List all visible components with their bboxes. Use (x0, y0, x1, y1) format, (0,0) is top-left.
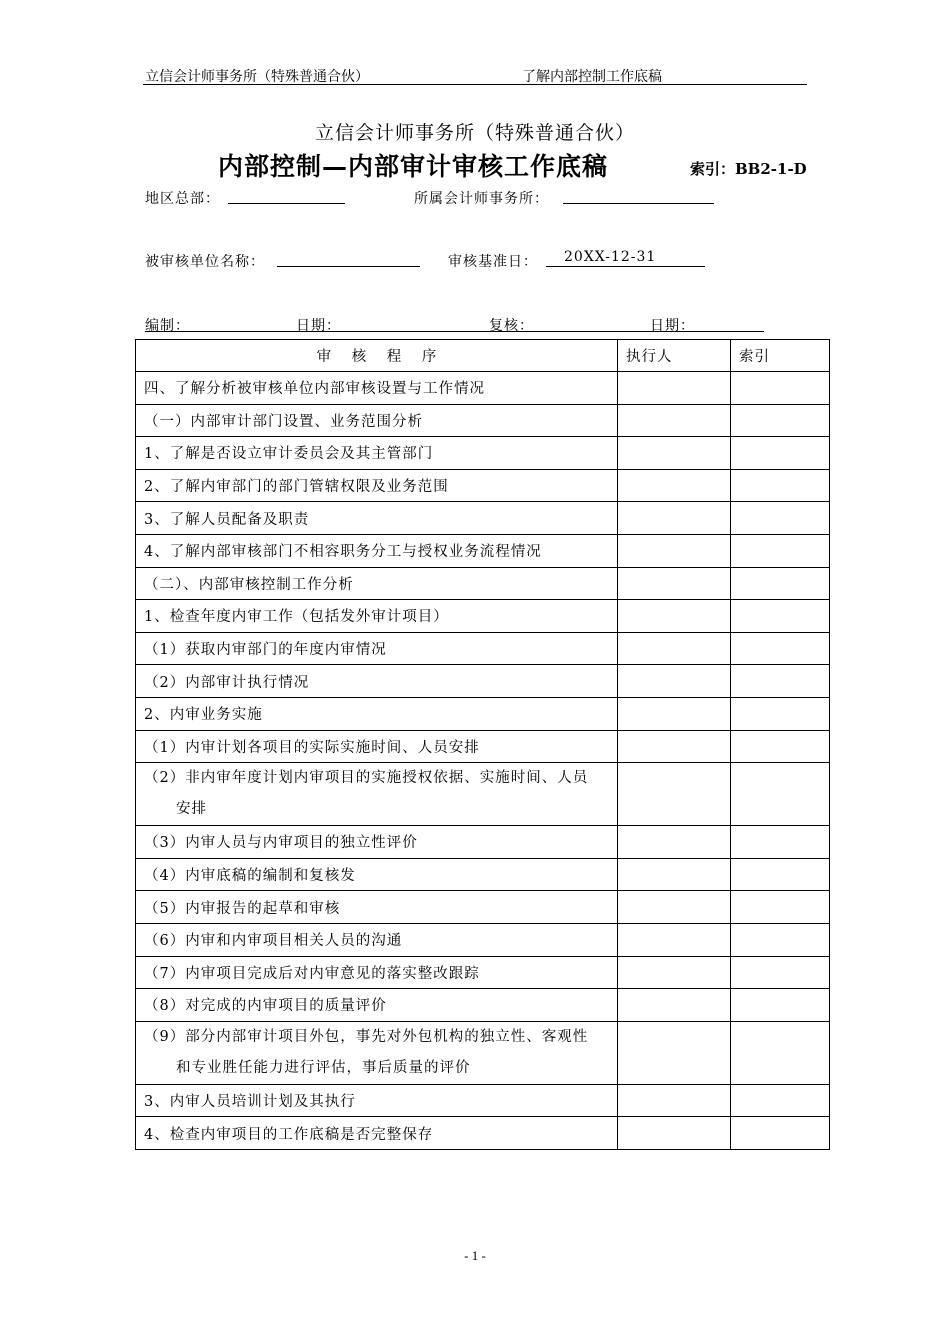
procedure-text: （9）部分内部审计项目外包，事先对外包机构的独立性、客观性 (144, 1028, 589, 1045)
col-header-executor: 执行人 (618, 340, 731, 372)
procedure-cell: 1、了解是否设立审计委员会及其主管部门 (136, 437, 618, 470)
index-cell[interactable] (731, 956, 830, 989)
table-row (136, 534, 830, 567)
index-cell[interactable] (731, 1084, 830, 1117)
affiliate-field[interactable] (563, 186, 714, 204)
affiliate-label: 所属会计师事务所： (414, 191, 549, 207)
auditee-field[interactable] (277, 249, 420, 267)
running-header-right: 了解内部控制工作底稿 (522, 69, 662, 85)
procedure-cell (136, 1021, 618, 1084)
executor-cell[interactable] (618, 1084, 731, 1117)
table-row (136, 1021, 830, 1084)
executor-cell[interactable] (618, 826, 731, 859)
table-row (136, 600, 830, 633)
base-date-field[interactable]: 20XX-12-31 (546, 249, 705, 267)
procedure-cell: 4、了解内部审核部门不相容职务分工与授权业务流程情况 (136, 534, 618, 567)
executor-cell[interactable] (618, 665, 731, 698)
index-cell[interactable] (731, 469, 830, 502)
firm-name: 立信会计师事务所（特殊普通合伙） (314, 122, 635, 144)
table-row (136, 1117, 830, 1150)
table-row (136, 1084, 830, 1117)
procedure-cell: （8）对完成的内审项目的质量评价 (136, 989, 618, 1022)
executor-cell[interactable] (618, 502, 731, 535)
auditee-label: 被审核单位名称： (145, 254, 265, 270)
table-row (136, 891, 830, 924)
executor-cell[interactable] (618, 567, 731, 600)
index-cell[interactable] (731, 600, 830, 633)
index-cell[interactable] (731, 404, 830, 437)
procedure-cell: （1）获取内审部门的年度内审情况 (136, 632, 618, 665)
procedure-cell: （4）内审底稿的编制和复核发 (136, 858, 618, 891)
procedure-cell: （一）内部审计部门设置、业务范围分析 (136, 404, 618, 437)
index-cell[interactable] (731, 632, 830, 665)
index-cell[interactable] (731, 858, 830, 891)
index-cell[interactable] (731, 1021, 830, 1084)
executor-cell[interactable] (618, 956, 731, 989)
table-row (136, 730, 830, 763)
executor-cell[interactable] (618, 923, 731, 956)
procedure-cell: 2、内审业务实施 (136, 697, 618, 730)
table-row (136, 923, 830, 956)
executor-cell[interactable] (618, 534, 731, 567)
executor-cell[interactable] (618, 1117, 731, 1150)
col-header-procedure: 审 核 程 序 (136, 340, 618, 372)
header-rule (143, 84, 807, 85)
executor-cell[interactable] (618, 404, 731, 437)
executor-cell[interactable] (618, 372, 731, 405)
executor-cell[interactable] (618, 763, 731, 826)
procedure-cell: （二）、内部审核控制工作分析 (136, 567, 618, 600)
date1-label: 日期： (296, 318, 341, 334)
table-row (136, 763, 830, 826)
index-cell[interactable] (731, 763, 830, 826)
table-row (136, 567, 830, 600)
col-header-index: 索引 (731, 340, 830, 372)
executor-cell[interactable] (618, 1021, 731, 1084)
page-number: - 1 - (464, 1248, 486, 1263)
procedure-cell: （1）内审计划各项目的实际实施时间、人员安排 (136, 730, 618, 763)
table-row (136, 404, 830, 437)
document-title: 内部控制—内部审计审核工作底稿 (218, 152, 609, 181)
table-header-row (136, 340, 830, 372)
table-row (136, 858, 830, 891)
procedure-cell: 1、检查年度内审工作（包括发外审计项目） (136, 600, 618, 633)
table-row (136, 469, 830, 502)
index-cell[interactable] (731, 502, 830, 535)
table-row (136, 697, 830, 730)
procedures-table (135, 339, 830, 1150)
table-row (136, 632, 830, 665)
table-row (136, 502, 830, 535)
index-cell[interactable] (731, 437, 830, 470)
index-cell[interactable] (731, 665, 830, 698)
index-cell[interactable] (731, 891, 830, 924)
procedure-text-continued: 安排 (176, 801, 207, 818)
table-row (136, 372, 830, 405)
index-cell[interactable] (731, 989, 830, 1022)
table-row (136, 437, 830, 470)
region-label: 地区总部： (145, 191, 220, 207)
executor-cell[interactable] (618, 469, 731, 502)
procedure-cell: 四、了解分析被审核单位内部审核设置与工作情况 (136, 372, 618, 405)
executor-cell[interactable] (618, 697, 731, 730)
index-cell[interactable] (731, 1117, 830, 1150)
review-label: 复核： (489, 318, 534, 334)
procedure-cell: （2）内部审计执行情况 (136, 665, 618, 698)
base-date-label: 审核基准日： (448, 254, 538, 270)
procedure-text: （2）非内审年度计划内审项目的实施授权依据、实施时间、人员 (144, 770, 589, 787)
executor-cell[interactable] (618, 858, 731, 891)
table-row (136, 956, 830, 989)
index-cell[interactable] (731, 923, 830, 956)
index-code: 索引：BB2-1-D (690, 160, 807, 178)
date2-label: 日期： (650, 318, 695, 334)
table-row (136, 665, 830, 698)
procedure-cell: （6）内审和内审项目相关人员的沟通 (136, 923, 618, 956)
executor-cell[interactable] (618, 891, 731, 924)
index-cell[interactable] (731, 372, 830, 405)
procedure-text-continued: 和专业胜任能力进行评估，事后质量的评价 (176, 1059, 471, 1076)
index-cell[interactable] (731, 826, 830, 859)
executor-cell[interactable] (618, 437, 731, 470)
region-field[interactable] (228, 186, 345, 204)
procedure-cell: （7）内审项目完成后对内审意见的落实整改跟踪 (136, 956, 618, 989)
table-row (136, 826, 830, 859)
prepared-label: 编制： (145, 318, 190, 334)
index-cell[interactable] (731, 567, 830, 600)
running-header-left: 立信会计师事务所（特殊普通合伙） (145, 69, 369, 85)
procedure-cell: （5）内审报告的起草和审核 (136, 891, 618, 924)
procedure-cell: 3、了解人员配备及职责 (136, 502, 618, 535)
procedure-cell: 3、内审人员培训计划及其执行 (136, 1084, 618, 1117)
executor-cell[interactable] (618, 600, 731, 633)
table-row (136, 989, 830, 1022)
executor-cell[interactable] (618, 632, 731, 665)
executor-cell[interactable] (618, 730, 731, 763)
procedure-cell: 4、检查内审项目的工作底稿是否完整保存 (136, 1117, 618, 1150)
index-cell[interactable] (731, 534, 830, 567)
procedure-cell: 2、了解内审部门的部门管辖权限及业务范围 (136, 469, 618, 502)
index-cell[interactable] (731, 697, 830, 730)
index-cell[interactable] (731, 730, 830, 763)
procedure-cell: （3）内审人员与内审项目的独立性评价 (136, 826, 618, 859)
procedure-cell (136, 763, 618, 826)
executor-cell[interactable] (618, 989, 731, 1022)
